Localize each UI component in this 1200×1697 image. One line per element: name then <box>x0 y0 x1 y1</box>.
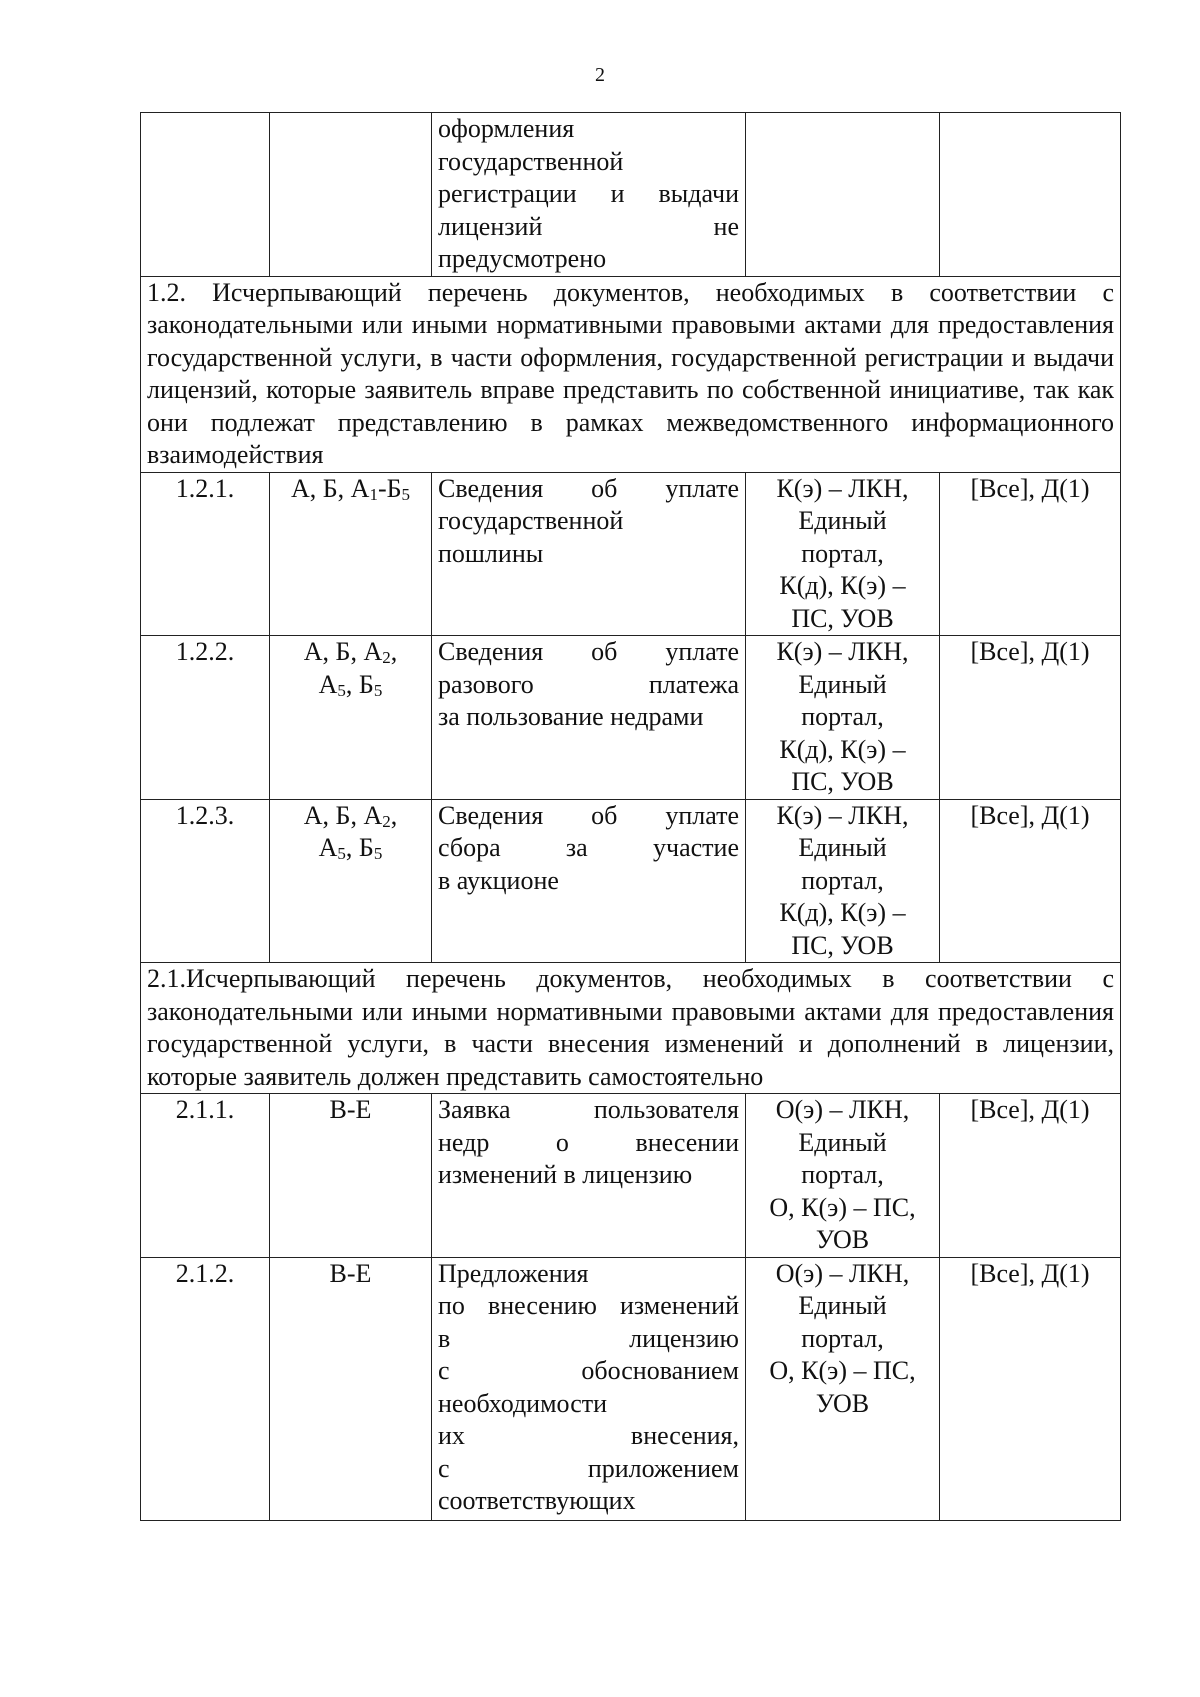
submission-format: К(э) – ЛКН, Единый портал, К(д), К(э) – ПС, УОВ <box>746 799 940 963</box>
name-line: Предложения <box>438 1258 589 1288</box>
requirement-note: [Все], Д(1) <box>940 1257 1121 1520</box>
document-name <box>432 636 746 800</box>
name-line: за пользование недрами <box>438 702 704 731</box>
applicant-category: В-Е <box>270 1257 432 1520</box>
row-number: 1.2.1. <box>141 472 270 636</box>
table-row <box>141 1094 1121 1258</box>
table-row <box>141 1257 1121 1520</box>
name-line: Сведения об уплате <box>438 473 739 503</box>
name-line: сбора за участие <box>438 833 739 862</box>
name-line: регистрации и выдачи <box>438 179 739 208</box>
continuation-name-cell <box>432 113 746 277</box>
submission-format: К(э) – ЛКН, Единый портал, К(д), К(э) – ПС, УОВ <box>746 636 940 800</box>
submission-format: О(э) – ЛКН, Единый портал, О, К(э) – ПС, УОВ <box>746 1257 940 1520</box>
section-heading-2-1: 2.1.Исчерпывающий перечень документов, необходимых в соответствии с законодательными или иными нормативными правовыми актами для предоставления государственной услуги, в части внесения изменений и дополнений в лицензии, которые заявитель должен представить самостоятельно <box>141 963 1121 1094</box>
row-number: 2.1.2. <box>141 1257 270 1520</box>
applicant-category: А, Б, $А_1-Б_5$ <box>270 472 432 636</box>
continuation-row <box>141 113 1121 277</box>
applicant-category: А, Б, $А_2$, $А_5$, $Б_5$ <box>270 799 432 963</box>
name-line: необходимости <box>438 1388 608 1418</box>
name-line: государственной <box>438 506 624 535</box>
applicant-category: А, Б, $А_2$, $А_5$, $Б_5$ <box>270 636 432 800</box>
name-line: с обоснованием <box>438 1356 739 1385</box>
name-line: соответствующих <box>438 1486 636 1515</box>
name-line: Сведения об уплате <box>438 800 739 830</box>
name-line: изменений в лицензию <box>438 1160 693 1189</box>
name-line: по внесению изменений <box>438 1291 739 1320</box>
name-line: предусмотрено <box>438 244 607 273</box>
name-line: в лицензию <box>438 1323 739 1353</box>
document-name <box>432 1094 746 1258</box>
documents-table <box>140 112 1121 1521</box>
name-line: Заявка пользователя <box>438 1095 739 1124</box>
section-row-1-2 <box>141 276 1121 472</box>
continuation-num-cell <box>141 113 270 277</box>
document-name <box>432 1257 746 1520</box>
row-number: 2.1.1. <box>141 1094 270 1258</box>
page-number: 2 <box>595 64 605 86</box>
requirement-note: [Все], Д(1) <box>940 472 1121 636</box>
row-number: 1.2.3. <box>141 799 270 963</box>
name-line: с приложением <box>438 1453 739 1483</box>
name-line: недр о внесении <box>438 1127 739 1157</box>
document-name <box>432 472 746 636</box>
requirement-note: [Все], Д(1) <box>940 636 1121 800</box>
name-line: в аукционе <box>438 865 559 895</box>
continuation-format-cell <box>746 113 940 277</box>
name-line: лицензий не <box>438 211 739 241</box>
requirement-note: [Все], Д(1) <box>940 799 1121 963</box>
name-line: их внесения, <box>438 1421 739 1450</box>
requirement-note: [Все], Д(1) <box>940 1094 1121 1258</box>
table-row <box>141 636 1121 800</box>
section-heading-1-2: 1.2. Исчерпывающий перечень документов, необходимых в соответствии с законодательными или иными нормативными правовыми актами для предоставления государственной услуги, в части оформления, государственной регистрации и выдачи лицензий, которые заявитель вправе представить по собственной инициативе, так как они подлежат представлению в рамках межведомственного информационного взаимодействия <box>141 276 1121 472</box>
table-row <box>141 799 1121 963</box>
name-line: разового платежа <box>438 669 739 699</box>
submission-format: О(э) – ЛКН, Единый портал, О, К(э) – ПС, УОВ <box>746 1094 940 1258</box>
document-name <box>432 799 746 963</box>
name-line: пошлины <box>438 538 544 568</box>
submission-format: К(э) – ЛКН, Единый портал, К(д), К(э) – ПС, УОВ <box>746 472 940 636</box>
continuation-category-cell <box>270 113 432 277</box>
table-row <box>141 472 1121 636</box>
continuation-note-cell <box>940 113 1121 277</box>
section-row-2-1 <box>141 963 1121 1094</box>
applicant-category: В-Е <box>270 1094 432 1258</box>
name-line: государственной <box>438 146 624 176</box>
row-number: 1.2.2. <box>141 636 270 800</box>
name-line: оформления <box>438 114 575 143</box>
name-line: Сведения об уплате <box>438 637 739 666</box>
